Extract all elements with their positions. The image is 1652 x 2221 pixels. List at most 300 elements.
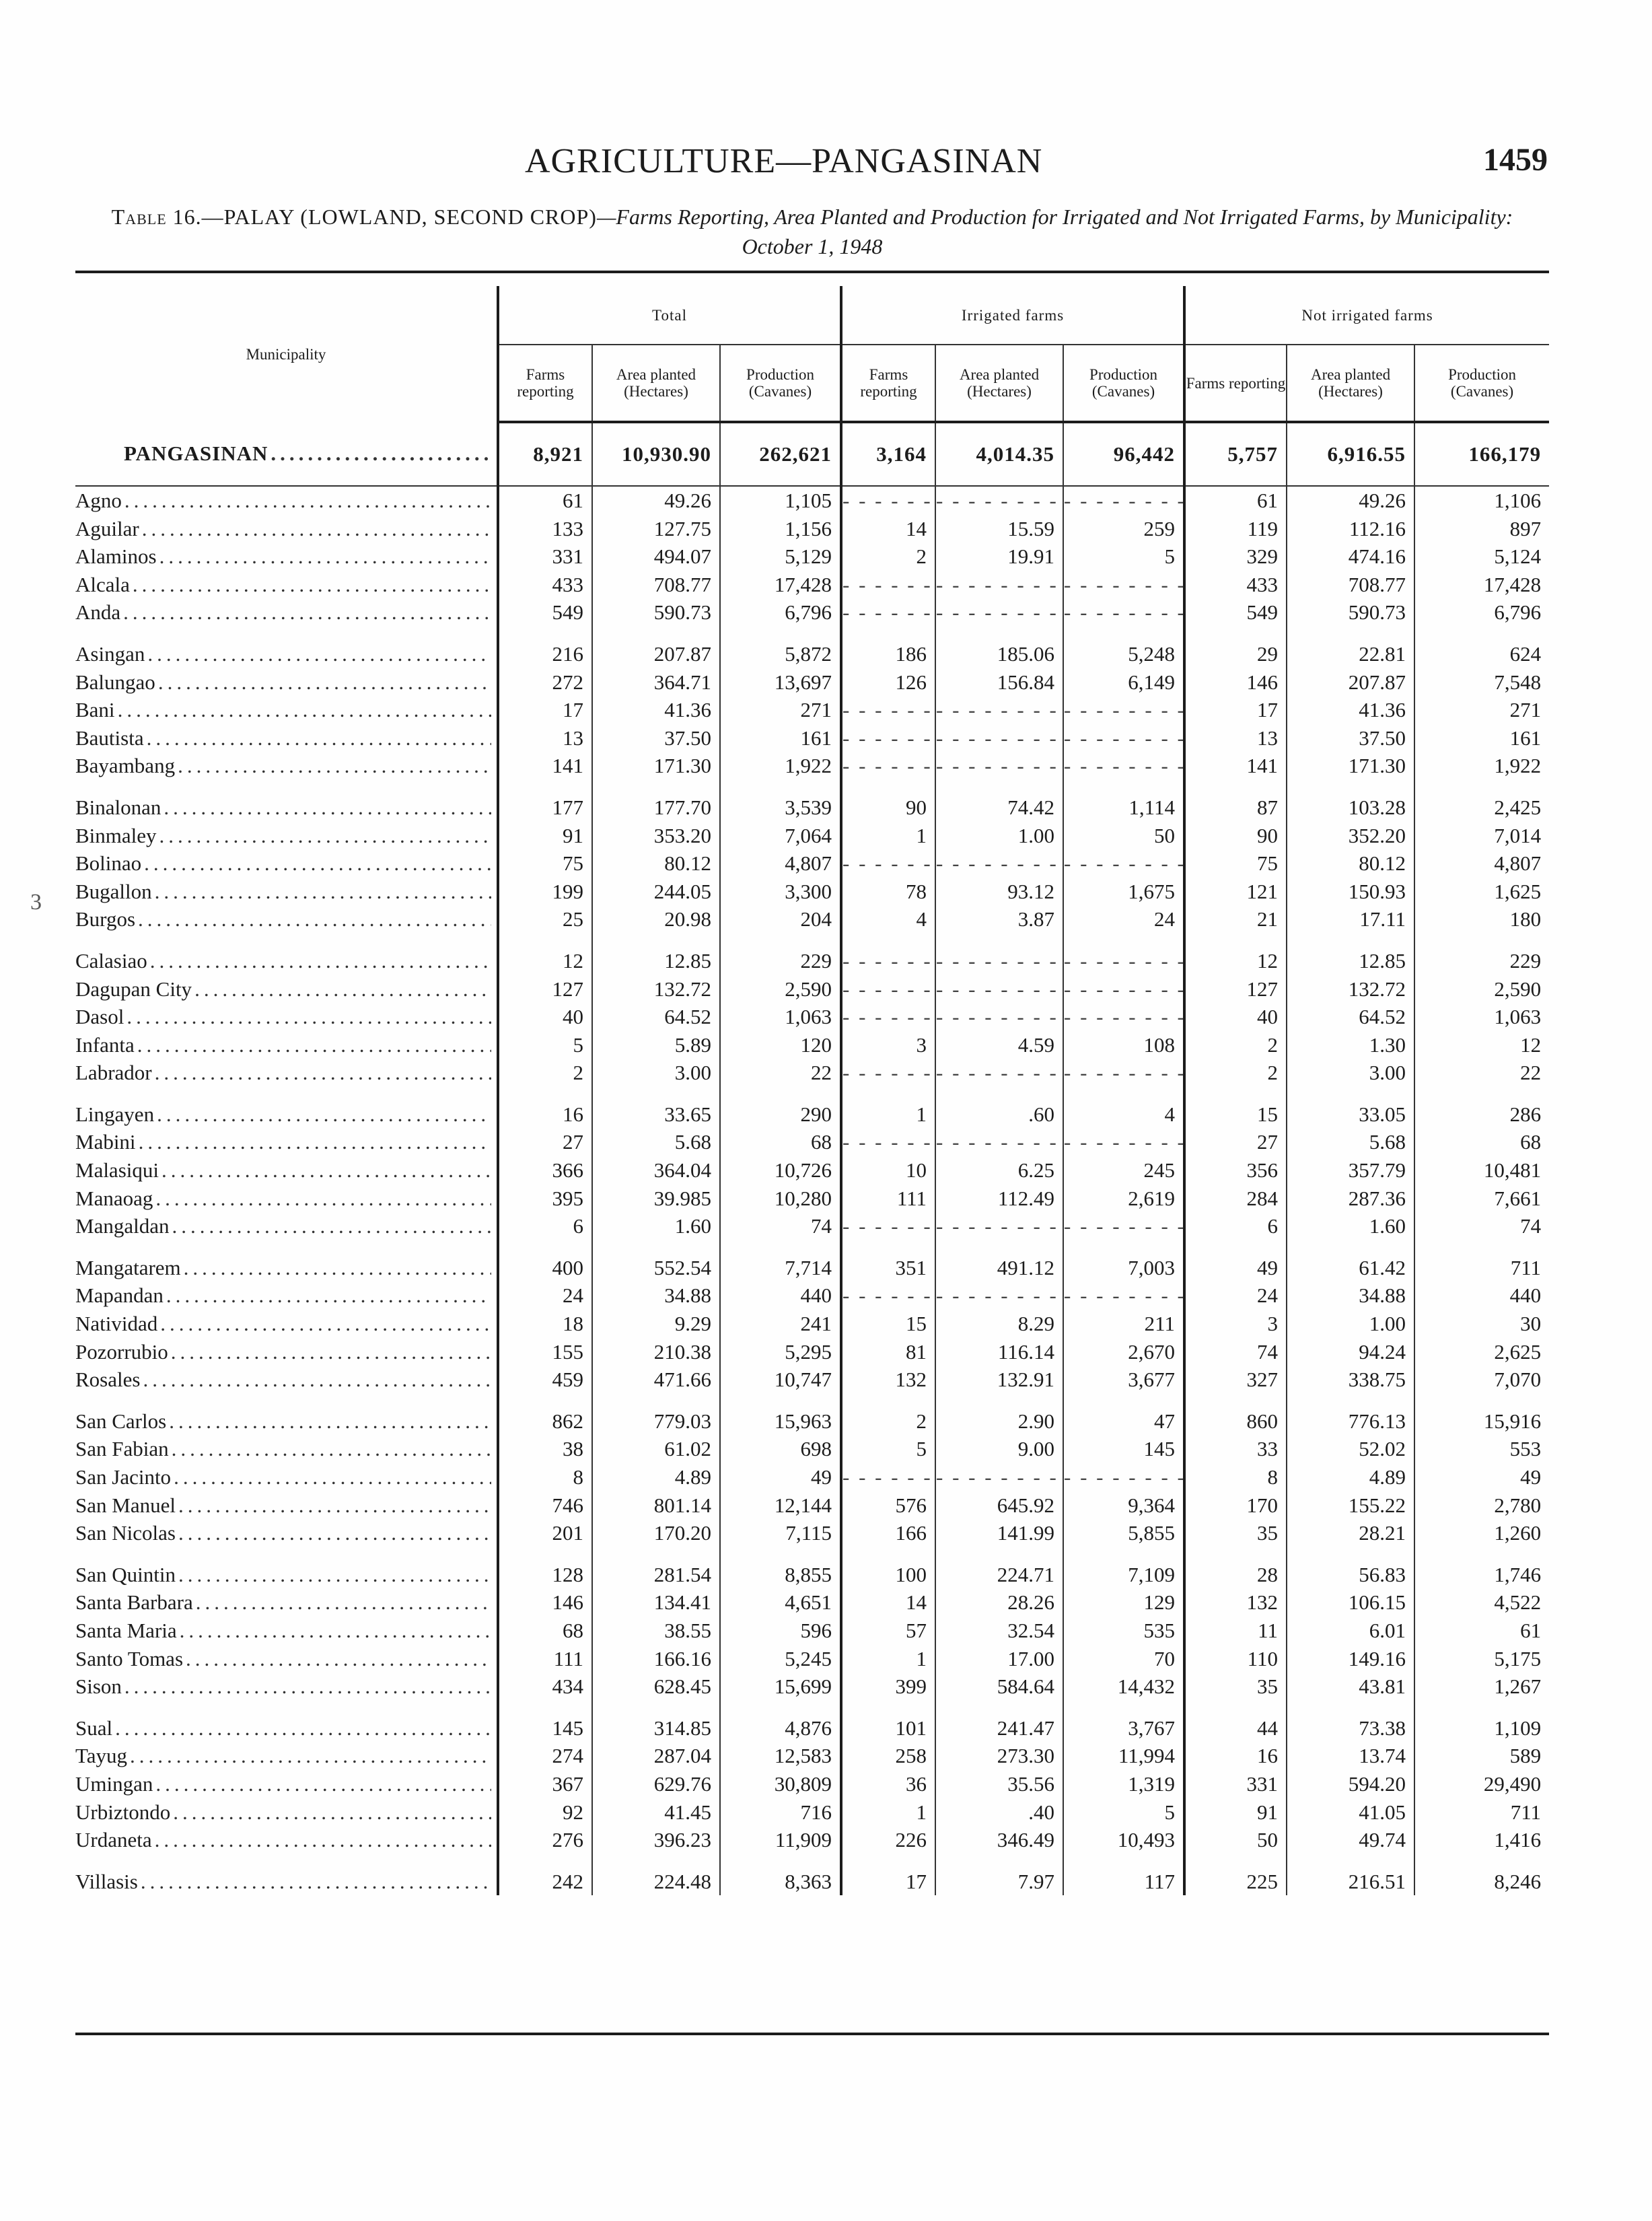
cell-value: 7,548: [1414, 668, 1549, 697]
municipality-name: [75, 1491, 498, 1520]
cell-value: 49.26: [1287, 486, 1414, 515]
cell-value: 10,280: [720, 1185, 841, 1213]
cell-value: [841, 696, 935, 724]
cell-value: 11,909: [720, 1826, 841, 1854]
blank-dashes: [842, 1005, 935, 1028]
municipality-name: [75, 422, 498, 486]
sub-header: Farms reporting: [498, 345, 592, 422]
municipality-name: [75, 668, 498, 697]
municipality-label: Anda: [75, 600, 121, 625]
cell-value: 132.72: [592, 975, 720, 1003]
table-row: [75, 571, 1549, 599]
cell-value: 33: [1184, 1435, 1287, 1463]
cell-value: 1,156: [720, 515, 841, 543]
sub-header: Area planted (Hectares): [592, 345, 720, 422]
blank-dashes: [1064, 1283, 1184, 1307]
cell-value: [1063, 752, 1184, 780]
table-row: [75, 598, 1549, 627]
table-row: [75, 1491, 1549, 1520]
cell-value: 6,149: [1063, 668, 1184, 697]
cell-value: 281.54: [592, 1561, 720, 1589]
cell-value: 5,129: [720, 542, 841, 571]
cell-value: 15.59: [935, 515, 1063, 543]
cell-value: 47: [1063, 1407, 1184, 1436]
cell-value: 92: [498, 1798, 592, 1827]
cell-value: 103.28: [1287, 794, 1414, 822]
cell-value: 4,522: [1414, 1588, 1549, 1617]
cell-value: [841, 849, 935, 878]
cell-value: 1,319: [1063, 1770, 1184, 1798]
cell-value: 229: [720, 947, 841, 975]
cell-value: 12,144: [720, 1491, 841, 1520]
table-row: [75, 1003, 1549, 1031]
municipality-name: [75, 1254, 498, 1282]
cell-value: [1063, 1003, 1184, 1031]
cell-value: 356: [1184, 1156, 1287, 1185]
cell-value: [935, 696, 1063, 724]
table-row: [75, 1435, 1549, 1463]
cell-value: 32.54: [935, 1617, 1063, 1645]
cell-value: 141: [498, 752, 592, 780]
municipality-label: Binmaley: [75, 823, 157, 847]
cell-value: 364.71: [592, 668, 720, 697]
cell-value: 112.16: [1287, 515, 1414, 543]
table-row: [75, 1617, 1549, 1645]
municipality-name: [75, 1031, 498, 1059]
cell-value: 5: [1063, 542, 1184, 571]
municipality-label: Asingan: [75, 641, 145, 666]
municipality-label: San Manuel: [75, 1493, 176, 1517]
cell-value: 145: [1063, 1435, 1184, 1463]
municipality-name: [75, 1185, 498, 1213]
cell-value: [1063, 598, 1184, 627]
cell-value: 286: [1414, 1100, 1549, 1129]
municipality-label: Umingan: [75, 1771, 153, 1796]
cell-value: [935, 752, 1063, 780]
cell-value: 2.90: [935, 1407, 1063, 1436]
cell-value: 746: [498, 1491, 592, 1520]
group-header-2: Irrigated farms: [841, 286, 1184, 345]
cell-value: 400: [498, 1254, 592, 1282]
cell-value: 121: [1184, 878, 1287, 906]
cell-value: 29,490: [1414, 1770, 1549, 1798]
municipality-name: [75, 1770, 498, 1798]
municipality-name: [75, 1645, 498, 1673]
cell-value: 216.51: [1287, 1868, 1414, 1896]
cell-value: 70: [1063, 1645, 1184, 1673]
blank-dashes: [936, 600, 1063, 624]
municipality-name: [75, 1003, 498, 1031]
cell-value: 90: [1184, 822, 1287, 850]
cell-value: 74: [720, 1212, 841, 1240]
cell-value: 433: [498, 571, 592, 599]
cell-value: 177: [498, 794, 592, 822]
cell-value: 16: [1184, 1742, 1287, 1770]
blank-dashes: [1064, 977, 1184, 1001]
table-row: [75, 1156, 1549, 1185]
cell-value: 12: [1414, 1031, 1549, 1059]
municipality-label: Calasiao: [75, 948, 147, 973]
blank-dashes: [842, 726, 935, 750]
leader-dots: [127, 1003, 491, 1031]
municipality-name: [75, 1366, 498, 1394]
table-row: [75, 1185, 1549, 1213]
municipality-name: [75, 1561, 498, 1589]
cell-value: 7,661: [1414, 1185, 1549, 1213]
cell-value: 6.25: [935, 1156, 1063, 1185]
cell-value: 2,590: [720, 975, 841, 1003]
blank-dashes: [936, 1061, 1063, 1084]
municipality-label: San Carlos: [75, 1409, 167, 1433]
cell-value: [1063, 1212, 1184, 1240]
cell-value: 287.36: [1287, 1185, 1414, 1213]
cell-value: 17: [498, 696, 592, 724]
cell-value: 3: [841, 1031, 935, 1059]
cell-value: 49: [1414, 1463, 1549, 1491]
cell-value: [935, 1463, 1063, 1491]
cell-value: 8,246: [1414, 1868, 1549, 1896]
sub-header: Farms reporting: [841, 345, 935, 422]
cell-value: 17.00: [935, 1645, 1063, 1673]
cell-value: [1063, 1128, 1184, 1156]
blank-dashes: [1064, 726, 1184, 750]
cell-value: [1063, 486, 1184, 515]
blank-dashes: [842, 1283, 935, 1307]
cell-value: 1,109: [1414, 1714, 1549, 1742]
cell-value: 1.60: [1287, 1212, 1414, 1240]
cell-value: 13.74: [1287, 1742, 1414, 1770]
municipality-name: [75, 1868, 498, 1896]
municipality-name: [75, 878, 498, 906]
cell-value: 5,295: [720, 1338, 841, 1366]
cell-value: 3,164: [841, 422, 935, 486]
cell-value: 590.73: [592, 598, 720, 627]
cell-value: 211: [1063, 1310, 1184, 1338]
municipality-name: [75, 571, 498, 599]
blank-dashes: [936, 1283, 1063, 1307]
municipality-label: Manaoag: [75, 1186, 153, 1210]
cell-value: [1063, 947, 1184, 975]
cell-value: 1,922: [1414, 752, 1549, 780]
cell-value: 2: [498, 1059, 592, 1087]
cell-value: 75: [498, 849, 592, 878]
header-group-row: [75, 286, 1549, 345]
cell-value: 353.20: [592, 822, 720, 850]
municipality-name: [75, 905, 498, 933]
municipality-label: Santa Barbara: [75, 1590, 193, 1615]
cell-value: 1,105: [720, 486, 841, 515]
municipality-label: Sison: [75, 1674, 122, 1699]
leader-dots: [186, 1645, 491, 1673]
table-description: —Farms Reporting, Area Planted and Production for Irrigated and Not Irrigated Farms, by Municipality: October 1, 1948: [596, 205, 1513, 258]
leader-dots: [172, 1212, 491, 1240]
leader-dots: [123, 598, 491, 627]
sub-header: Farms reporting: [1184, 345, 1287, 422]
leader-dots: [169, 1407, 491, 1436]
cell-value: 34.88: [1287, 1281, 1414, 1310]
leader-dots: [172, 1435, 491, 1463]
blank-dashes: [1064, 1130, 1184, 1154]
blank-dashes: [842, 698, 935, 721]
municipality-name: [75, 975, 498, 1003]
leader-dots: [147, 724, 491, 752]
cell-value: 133: [498, 515, 592, 543]
blank-dashes: [1064, 698, 1184, 721]
cell-value: 116.14: [935, 1338, 1063, 1366]
cell-value: .60: [935, 1100, 1063, 1129]
cell-value: 552.54: [592, 1254, 720, 1282]
municipality-name: [75, 1826, 498, 1854]
cell-value: 129: [1063, 1588, 1184, 1617]
cell-value: [935, 571, 1063, 599]
cell-value: 40: [498, 1003, 592, 1031]
cell-value: 395: [498, 1185, 592, 1213]
leader-dots: [155, 1826, 491, 1854]
cell-value: 14: [841, 1588, 935, 1617]
leader-dots: [180, 1617, 491, 1645]
cell-value: 244.05: [592, 878, 720, 906]
cell-value: 74: [1414, 1212, 1549, 1240]
cell-value: 1: [841, 1645, 935, 1673]
cell-value: 4: [1063, 1100, 1184, 1129]
table-row: [75, 849, 1549, 878]
cell-value: 5,872: [720, 640, 841, 668]
cell-value: 33.65: [592, 1100, 720, 1129]
municipality-label: Santo Tomas: [75, 1646, 184, 1670]
cell-value: [1063, 696, 1184, 724]
cell-value: [841, 1003, 935, 1031]
cell-value: 108: [1063, 1031, 1184, 1059]
cell-value: 1,746: [1414, 1561, 1549, 1589]
cell-value: 1,063: [1414, 1003, 1549, 1031]
cell-value: 245: [1063, 1156, 1184, 1185]
cell-value: 860: [1184, 1407, 1287, 1436]
cell-value: 262,621: [720, 422, 841, 486]
cell-value: 117: [1063, 1868, 1184, 1896]
cell-value: [935, 975, 1063, 1003]
table-row: [75, 1407, 1549, 1436]
cell-value: 5.68: [1287, 1128, 1414, 1156]
cell-value: 549: [1184, 598, 1287, 627]
cell-value: 156.84: [935, 668, 1063, 697]
cell-value: 64.52: [592, 1003, 720, 1031]
cell-value: 6,796: [1414, 598, 1549, 627]
cell-value: 4.89: [592, 1463, 720, 1491]
municipality-name: [75, 1310, 498, 1338]
leader-dots: [130, 1742, 491, 1770]
cell-value: 134.41: [592, 1588, 720, 1617]
cell-value: 61: [1184, 486, 1287, 515]
cell-value: 10: [841, 1156, 935, 1185]
municipality-label: Tayug: [75, 1744, 128, 1768]
cell-value: 91: [498, 822, 592, 850]
cell-value: 12,583: [720, 1742, 841, 1770]
cell-value: 87: [1184, 794, 1287, 822]
leader-dots: [155, 1185, 491, 1213]
cell-value: 146: [498, 1588, 592, 1617]
cell-value: 708.77: [1287, 571, 1414, 599]
municipality-label: Dasol: [75, 1005, 124, 1029]
cell-value: 35: [1184, 1672, 1287, 1701]
cell-value: 284: [1184, 1185, 1287, 1213]
cell-value: 4,807: [720, 849, 841, 878]
palay-table: [75, 286, 1549, 1895]
municipality-label: Bugallon: [75, 879, 152, 903]
leader-dots: [178, 752, 491, 780]
cell-value: 25: [498, 905, 592, 933]
cell-value: 711: [1414, 1798, 1549, 1827]
cell-value: 5,175: [1414, 1645, 1549, 1673]
leader-dots: [139, 1128, 491, 1156]
table-row: [75, 1310, 1549, 1338]
cell-value: 75: [1184, 849, 1287, 878]
cell-value: 112.49: [935, 1185, 1063, 1213]
municipality-label: PANGASINAN: [124, 442, 268, 466]
cell-value: 7.97: [935, 1868, 1063, 1896]
cell-value: 1.60: [592, 1212, 720, 1240]
cell-value: 12.85: [592, 947, 720, 975]
cell-value: 15: [841, 1310, 935, 1338]
cell-value: 22: [720, 1059, 841, 1087]
municipality-label: Mabini: [75, 1130, 136, 1154]
cell-value: 4,876: [720, 1714, 841, 1742]
table-row: [75, 1519, 1549, 1547]
leader-dots: [178, 1561, 491, 1589]
cell-value: 61.42: [1287, 1254, 1414, 1282]
table-row: [75, 794, 1549, 822]
cell-value: 81: [841, 1338, 935, 1366]
table-row: [75, 515, 1549, 543]
cell-value: 259: [1063, 515, 1184, 543]
leader-dots: [142, 515, 491, 543]
cell-value: 74: [1184, 1338, 1287, 1366]
table-row: [75, 1281, 1549, 1310]
cell-value: 19.91: [935, 542, 1063, 571]
blank-dashes: [1064, 851, 1184, 875]
group-spacer: [75, 933, 1549, 947]
cell-value: [1063, 1059, 1184, 1087]
cell-value: 37.50: [1287, 724, 1414, 752]
table-row: [75, 975, 1549, 1003]
sub-header: Production (Cavanes): [1414, 345, 1549, 422]
cell-value: 596: [720, 1617, 841, 1645]
blank-dashes: [842, 1061, 935, 1084]
cell-value: 13: [1184, 724, 1287, 752]
blank-dashes: [936, 726, 1063, 750]
blank-dashes: [842, 1214, 935, 1238]
municipality-name: [75, 1338, 498, 1366]
municipality-name: [75, 822, 498, 850]
municipality-label: Bautista: [75, 726, 144, 750]
cell-value: [1063, 571, 1184, 599]
cell-value: 35: [1184, 1519, 1287, 1547]
cell-value: 166: [841, 1519, 935, 1547]
cell-value: 11: [1184, 1617, 1287, 1645]
cell-value: 204: [720, 905, 841, 933]
table-row: [75, 752, 1549, 780]
blank-dashes: [842, 851, 935, 875]
cell-value: 8,363: [720, 1868, 841, 1896]
cell-value: 5.68: [592, 1128, 720, 1156]
municipality-name: [75, 1742, 498, 1770]
cell-value: 5,245: [720, 1645, 841, 1673]
cell-value: [935, 1281, 1063, 1310]
cell-value: 17.11: [1287, 905, 1414, 933]
cell-value: 396.23: [592, 1826, 720, 1854]
blank-dashes: [1064, 489, 1184, 512]
cell-value: 8,921: [498, 422, 592, 486]
cell-value: 3,767: [1063, 1714, 1184, 1742]
leader-dots: [159, 822, 491, 850]
cell-value: 1: [841, 1798, 935, 1827]
cell-value: 199: [498, 878, 592, 906]
cell-value: 225: [1184, 1868, 1287, 1896]
cell-value: 161: [720, 724, 841, 752]
cell-value: 2,670: [1063, 1338, 1184, 1366]
cell-value: [935, 849, 1063, 878]
cell-value: 41.36: [1287, 696, 1414, 724]
table-row: [75, 1770, 1549, 1798]
table-row: [75, 696, 1549, 724]
cell-value: 10,747: [720, 1366, 841, 1394]
cell-value: 61.02: [592, 1435, 720, 1463]
cell-value: 4,807: [1414, 849, 1549, 878]
municipality-name: [75, 794, 498, 822]
municipality-label: Mangatarem: [75, 1255, 181, 1279]
municipality-label: Villasis: [75, 1869, 138, 1893]
cell-value: 1: [841, 1100, 935, 1129]
cell-value: 28.26: [935, 1588, 1063, 1617]
cell-value: 7,064: [720, 822, 841, 850]
cell-value: 433: [1184, 571, 1287, 599]
table-row: [75, 1561, 1549, 1589]
cell-value: 30,809: [720, 1770, 841, 1798]
cell-value: 27: [498, 1128, 592, 1156]
cell-value: [841, 724, 935, 752]
sub-header: Area planted (Hectares): [935, 345, 1063, 422]
blank-dashes: [936, 1214, 1063, 1238]
cell-value: [935, 1059, 1063, 1087]
cell-value: 287.04: [592, 1742, 720, 1770]
cell-value: 7,115: [720, 1519, 841, 1547]
cell-value: 132.91: [935, 1366, 1063, 1394]
municipality-label: Labrador: [75, 1061, 152, 1085]
cell-value: 399: [841, 1672, 935, 1701]
cell-value: 35.56: [935, 1770, 1063, 1798]
leader-dots: [173, 1798, 491, 1827]
cell-value: 576: [841, 1491, 935, 1520]
cell-value: 110: [1184, 1645, 1287, 1673]
table-row: [75, 822, 1549, 850]
table-row: [75, 1212, 1549, 1240]
cell-value: 171.30: [1287, 752, 1414, 780]
cell-value: 177.70: [592, 794, 720, 822]
leader-dots: [178, 1491, 491, 1520]
table-row: [75, 1254, 1549, 1282]
cell-value: 329: [1184, 542, 1287, 571]
leader-dots: [158, 668, 491, 697]
cell-value: 3.00: [1287, 1059, 1414, 1087]
cell-value: 594.20: [1287, 1770, 1414, 1798]
leader-dots: [196, 1588, 491, 1617]
table-row: [75, 724, 1549, 752]
cell-value: 7,109: [1063, 1561, 1184, 1589]
cell-value: 5.89: [592, 1031, 720, 1059]
cell-value: 64.52: [1287, 1003, 1414, 1031]
cell-value: 12: [1184, 947, 1287, 975]
cell-value: 127: [1184, 975, 1287, 1003]
cell-value: 8,855: [720, 1561, 841, 1589]
